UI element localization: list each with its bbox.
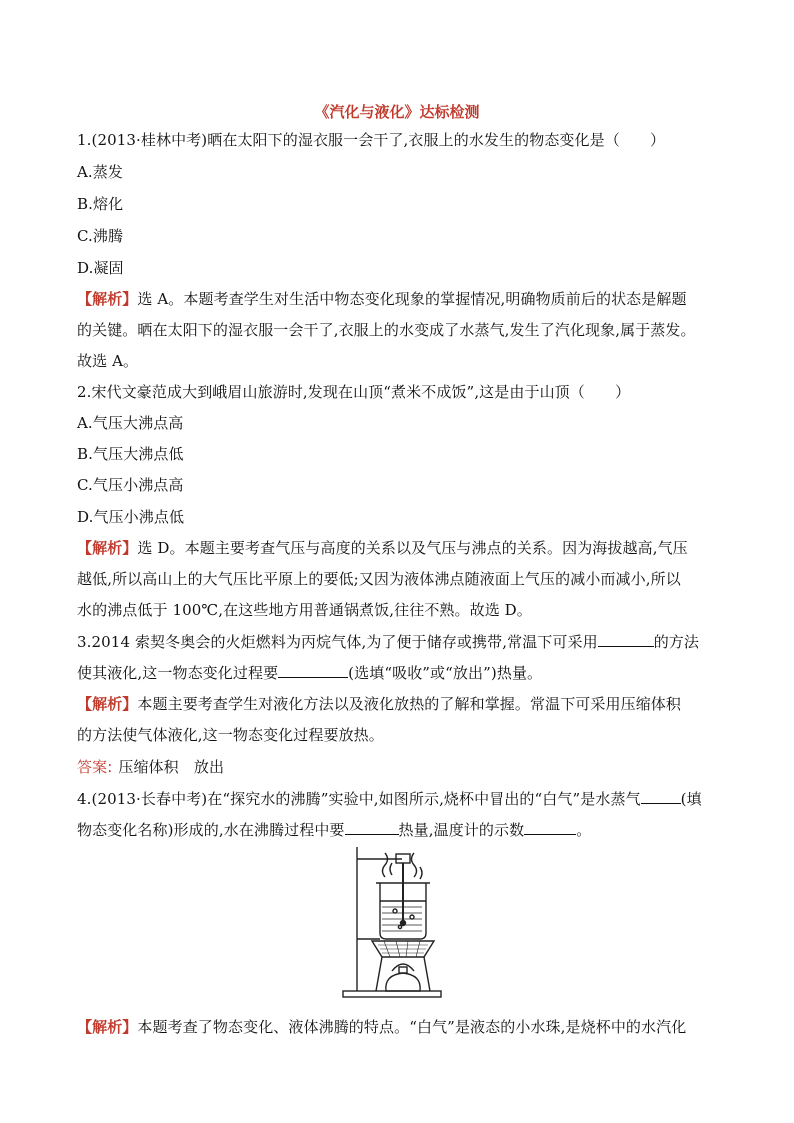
question-3-analysis-line-2: 的方法使气体液化,这一物态变化过程要放热。 <box>77 726 384 744</box>
question-4-stem-text: 4.(2013·长春中考)在“探究水的沸腾”实验中,如图所示,烧杯中冒出的“白气”是水蒸气 <box>77 790 641 808</box>
question-3-stem-text: 使其液化,这一物态变化过程要 <box>77 664 279 682</box>
question-1-option-d: D.凝固 <box>77 259 124 277</box>
question-3-stem-line-1 <box>77 632 699 652</box>
answer-text: 压缩体积 放出 <box>118 758 225 776</box>
analysis-text: 本题主要考查学生对液化方法以及液化放热的了解和掌握。常温下可采用压缩体积 <box>137 695 682 713</box>
answer-blank[interactable] <box>598 632 654 647</box>
answer-tag: 答案: <box>77 758 113 776</box>
answer-blank[interactable] <box>641 789 681 804</box>
question-2-stem: 2.宋代文豪范成大到峨眉山旅游时,发现在山顶“煮米不成饭”,这是由于山顶（ ） <box>77 383 631 401</box>
question-4-stem-line-1 <box>77 789 702 809</box>
question-4-stem-text: (填 <box>680 790 702 808</box>
analysis-tag: 【解析】 <box>77 539 138 557</box>
question-1-option-b: B.熔化 <box>77 195 124 213</box>
analysis-tag: 【解析】 <box>77 290 138 308</box>
question-2-analysis-line-1 <box>77 538 688 558</box>
question-4-stem-text: 热量,温度计的示数 <box>398 821 525 839</box>
answer-blank[interactable] <box>524 820 576 835</box>
question-3-stem-line-2 <box>77 663 542 683</box>
question-4-stem-line-2 <box>77 820 591 840</box>
question-2-analysis-line-2: 越低,所以高山上的大气压比平原上的要低;又因为液体沸点随液面上气压的减小而减小,所以 <box>77 570 681 588</box>
question-1-analysis-line-3: 故选 A。 <box>77 352 139 370</box>
question-3-analysis-line-1 <box>77 694 681 714</box>
question-1-analysis-line-2: 的关键。晒在太阳下的湿衣服一会干了,衣服上的水变成了水蒸气,发生了汽化现象,属于蒸发。 <box>77 321 696 339</box>
analysis-text: 选 A。本题考查学生对生活中物态变化现象的掌握情况,明确物质前后的状态是解题 <box>137 290 687 308</box>
question-3-answer <box>77 757 224 777</box>
alcohol-lamp <box>386 973 420 991</box>
question-3-stem-text: 3.2014 索契冬奥会的火炬燃料为丙烷气体,为了便于储存或携带,常温下可采用 <box>77 633 598 651</box>
question-2-analysis-line-3: 水的沸点低于 100℃,在这些地方用普通锅煮饭,往往不熟。故选 D。 <box>77 601 532 619</box>
question-1-stem: 1.(2013·桂林中考)晒在太阳下的湿衣服一会干了,衣服上的水发生的物态变化是（ ） <box>77 131 666 149</box>
question-1-option-a: A.蒸发 <box>77 163 124 181</box>
question-2-option-d: D.气压小沸点低 <box>77 508 185 526</box>
stand-base <box>343 991 441 997</box>
question-3-stem-text: 的方法 <box>653 633 700 651</box>
analysis-tag: 【解析】 <box>77 1018 138 1036</box>
question-4-stem-text: 物态变化名称)形成的,水在沸腾过程中要 <box>77 821 345 839</box>
question-1-analysis-line-1 <box>77 289 687 309</box>
page-title: 《汽化与液化》达标检测 <box>314 103 480 121</box>
question-2-option-c: C.气压小沸点高 <box>77 476 184 494</box>
analysis-text: 本题考查了物态变化、液体沸腾的特点。“白气”是液态的小水珠,是烧杯中的水汽化 <box>137 1018 687 1036</box>
analysis-tag: 【解析】 <box>77 695 138 713</box>
question-2-option-a: A.气压大沸点高 <box>77 414 184 432</box>
analysis-text: 选 D。本题主要考查气压与高度的关系以及气压与沸点的关系。因为海拔越高,气压 <box>137 539 688 557</box>
answer-blank[interactable] <box>345 820 399 835</box>
question-4-stem-text: 。 <box>576 821 592 839</box>
question-2-option-b: B.气压大沸点低 <box>77 445 184 463</box>
answer-blank[interactable] <box>278 663 348 678</box>
question-3-stem-text: (选填“吸收”或“放出”)热量。 <box>348 664 543 682</box>
boiling-experiment-figure <box>340 843 445 1001</box>
question-1-option-c: C.沸腾 <box>77 227 124 245</box>
question-4-analysis-line-1 <box>77 1017 686 1037</box>
